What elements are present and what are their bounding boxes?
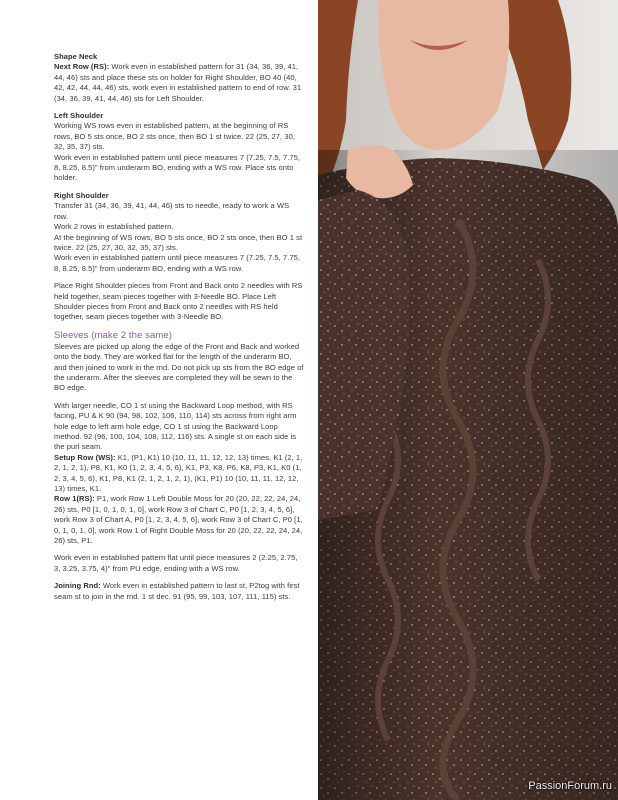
sleeves-section: [54, 330, 304, 602]
left-shoulder-section: [54, 111, 304, 184]
left-shoulder-heading: Left Shoulder: [54, 111, 104, 121]
row1: [54, 494, 304, 546]
shape-neck-heading: Shape Neck: [54, 52, 98, 61]
row1-text: P1, work Row 1 Left Double Moss for 20 (20, 22, 22, 24, 24, 26) sts, P0 [1, 0, 1, 0, 1, 0], work Row 3 of Chart C, P0 [1, 2, 3, 4, 5, 6], work Row 3 of Chart A, P0 [1, 2, 3, 4, 5, 6], work Row 3 of Chart C, P0 [1, 0, 1, 0, 1, 0], work Row 1 of Right Double Moss for 20 (20, 22, 22, 24, 24, 26) sts, P1.: [54, 494, 303, 546]
seam-paragraph: Place Right Shoulder pieces from Front and Back onto 2 needles with RS held together, seam pieces together with 3-Needle BO. Place Left Shoulder pieces from Front and Back onto 2 needles with RS held together, seam pieces together with 3-Needle BO.: [54, 281, 303, 322]
sleeves-cast-on-block: [54, 401, 304, 547]
next-row-label: Next Row (RS):: [54, 62, 110, 72]
left-shoulder-p2: Work even in established pattern until piece measures 7 (7.25, 7.5, 7.75, 8, 8.25, 8.5)" from underarm BO, ending with a WS row. Place sts onto holder.: [54, 152, 300, 183]
watermark: PassionForum.ru: [528, 780, 612, 792]
sleeves-heading: Sleeves (make 2 the same): [54, 329, 173, 341]
left-shoulder-p1: Working WS rows even in established pattern, at the beginning of RS rows, BO 5 sts once, BO 2 sts once, then BO 1 st twice. 22 (25, 27, 30, 32, 35, 37) sts.: [54, 121, 295, 152]
sweater-photo-illustration: [318, 0, 618, 800]
shape-neck-section: [54, 52, 304, 104]
row1-label: Row 1(RS):: [54, 494, 95, 504]
setup-row-text: K1, (P1, K1) 10 (10, 11, 11, 12, 12, 13) times, K1 (2, 1, 2, 1, 2, 1), P8, K1, K0 (1, 2, 3, 4, 5, 6), K1, P3, K8, P6, K8, P3, K1, K0 (1, 2, 3, 4, 5, 6), K1, P8, K1 (2, 1, 2, 1, 2, 1), (K1, P1) 10 (10, 11, 11, 12, 12, 13) times, K1.: [54, 452, 303, 494]
right-shoulder-p3: At the beginning of WS rows, BO 5 sts once, BO 2 sts once, then BO 1 st twice. 22 (25, 27, 30, 32, 35, 37) sts.: [54, 232, 303, 252]
right-shoulder-p2: Work 2 rows in established pattern.: [54, 222, 174, 232]
sleeves-intro: Sleeves are picked up along the edge of the Front and Back and worked onto the body. They are worked flat for the length of the underarm BO, and then joined to work in the rnd. Do not pick up sts from the BO edge of the underarm. After the sleeves are completed they will be sewn to the BO edge.: [54, 341, 304, 393]
next-row-instruction: [54, 62, 304, 104]
joining-rnd: [54, 581, 304, 602]
right-shoulder-heading: Right Shoulder: [54, 190, 109, 200]
joining-rnd-label: Joining Rnd:: [54, 581, 101, 591]
joining-rnd-text: Work even in established pattern to last st, P2tog with first seam st to join in the rnd. 1 st dec. 91 (95, 99, 103, 107, 111, 115) sts.: [54, 581, 300, 601]
right-shoulder-p4: Work even in established pattern until piece measures 7 (7.25, 7.5, 7.75, 8, 8.25, 8.5)" from underarm BO, ending with a WS row.: [54, 253, 300, 273]
setup-row-label: Setup Row (WS):: [54, 452, 116, 462]
setup-row: [54, 453, 304, 495]
pattern-text-column: [54, 52, 304, 602]
sleeves-cast-on: With larger needle, CO 1 st using the Backward Loop method, with RS facing, PU & K 90 (94, 98, 102, 106, 110, 114) sts across from right arm hole edge to left arm hole edge, CO 1 st using the Backward Loop method. 92 (96, 100, 104, 108, 112, 116) sts. A single st on each side is the purl seam.: [54, 400, 297, 452]
right-shoulder-p1: Transfer 31 (34, 36, 39, 41, 44, 46) sts to needle, ready to work a WS row.: [54, 201, 290, 221]
right-shoulder-section: [54, 191, 304, 274]
work-even-paragraph: Work even in established pattern flat until piece measures 2 (2.25, 2.75, 3, 3.25, 3.75, 4)" from PU edge, ending with a WS row.: [54, 553, 298, 573]
next-row-text: Work even in established pattern for 31 (34, 36, 39, 41, 44, 46) sts and place these sts on holder for Right Shoulder, BO 40 (40, 42, 42, 44, 44, 46) sts, work even in established pattern to end of row. 31 (34, 36, 39, 41, 44, 46) sts for Left Shoulder.: [54, 62, 302, 103]
model-photo: [318, 0, 618, 800]
